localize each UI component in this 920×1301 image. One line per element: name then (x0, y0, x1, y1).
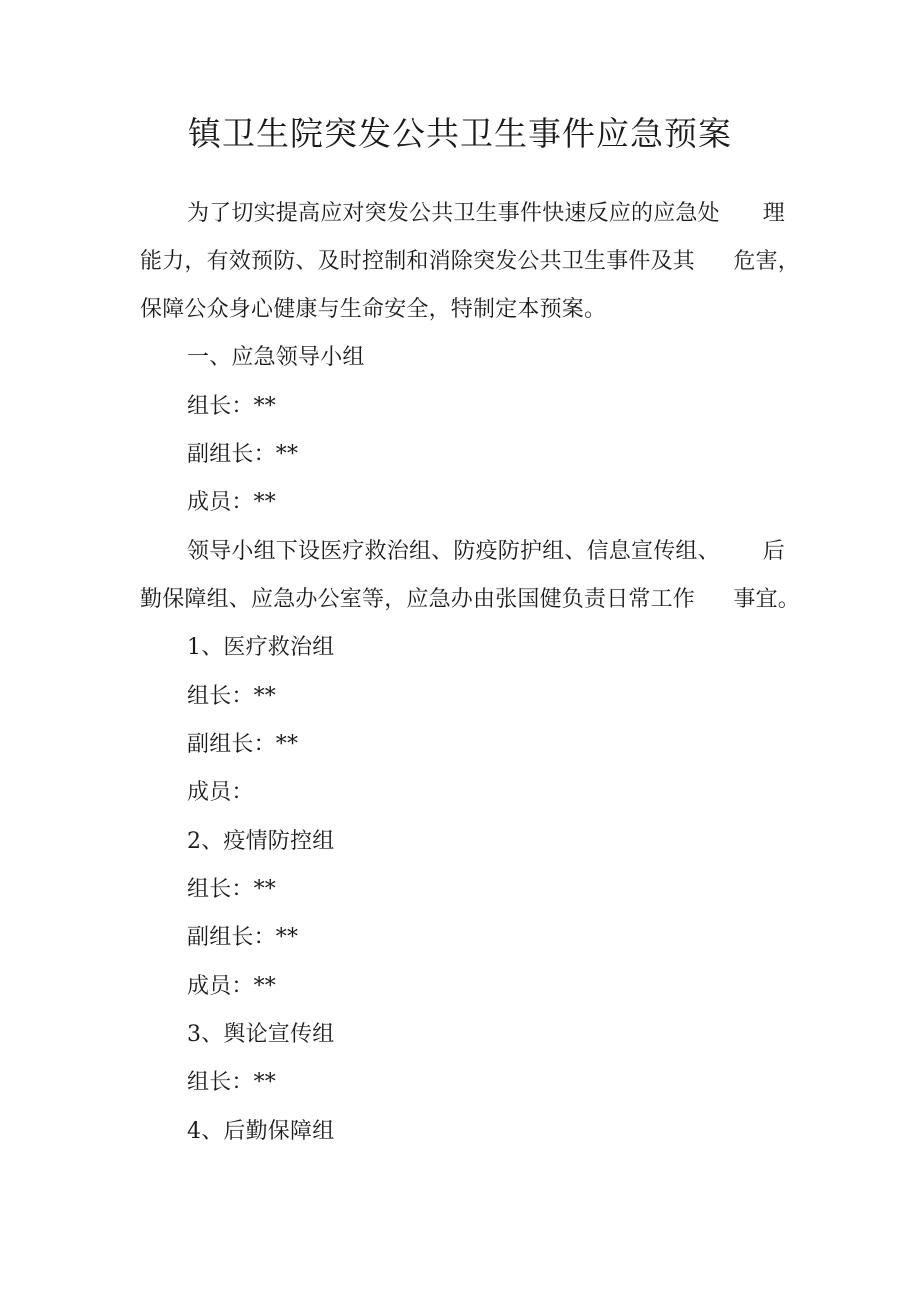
epidemic-deputy: 副组长：** (187, 925, 299, 950)
leadership-leader: 组长：** (187, 394, 277, 419)
section-heading-leadership: 一、应急领导小组 (187, 345, 365, 370)
group-heading-logistics: 4、后勤保障组 (187, 1119, 335, 1144)
intro-line-2-tail: 危害， (733, 249, 800, 274)
intro-line-3: 保障公众身心健康与生命安全，特制定本预案。 (140, 297, 607, 322)
intro-line-2 (140, 247, 800, 277)
medical-deputy: 副组长：** (187, 732, 299, 757)
intro-line-2-main: 能力，有效预防、及时控制和消除突发公共卫生事件及其 (140, 249, 696, 274)
intro-line-1-tail: 理 (762, 201, 785, 226)
group-heading-medical: 1、医疗救治组 (187, 635, 335, 660)
intro-line-1-main: 为了切实提高应对突发公共卫生事件快速反应的应急处 (187, 201, 720, 226)
group-heading-publicity: 3、舆论宣传组 (187, 1022, 335, 1047)
document-title: 镇卫生院突发公共卫生事件应急预案 (188, 114, 732, 153)
intro-line-1 (187, 199, 785, 229)
group-heading-epidemic: 2、疫情防控组 (187, 829, 335, 854)
medical-members: 成员： (187, 780, 254, 805)
publicity-leader: 组长：** (187, 1070, 277, 1095)
leadership-desc-line-1-main: 领导小组下设医疗救治组、防疫防护组、信息宣传组、 (187, 539, 720, 564)
leadership-desc-line-1-tail: 后 (762, 539, 785, 564)
leadership-desc-line-2-tail: 事宜。 (733, 587, 800, 612)
medical-leader: 组长：** (187, 684, 277, 709)
leadership-members: 成员：** (187, 490, 277, 515)
leadership-deputy: 副组长：** (187, 442, 299, 467)
epidemic-members: 成员：** (187, 974, 277, 999)
epidemic-leader: 组长：** (187, 877, 277, 902)
leadership-desc-line-2-main: 勤保障组、应急办公室等，应急办由张国健负责日常工作 (140, 587, 696, 612)
leadership-desc-line-2 (140, 585, 800, 615)
leadership-desc-line-1 (187, 537, 785, 567)
